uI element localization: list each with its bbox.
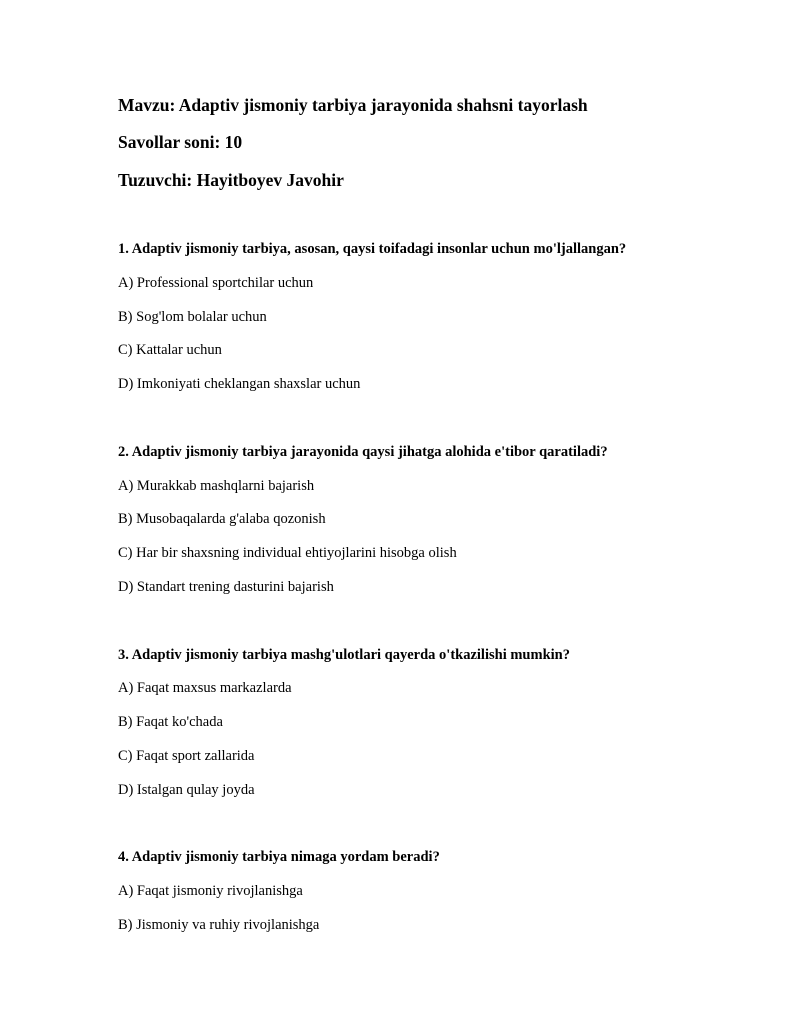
question-4-option-b: B) Jismoniy va ruhiy rivojlanishga: [118, 917, 320, 933]
question-3-option-a: A) Faqat maxsus markazlarda: [118, 680, 292, 696]
question-1-option-a: A) Professional sportchilar uchun: [118, 275, 314, 291]
question-4-text: 4. Adaptiv jismoniy tarbiya nimaga yordam beradi?: [118, 849, 440, 865]
question-count-heading: Savollar soni: 10: [118, 132, 243, 152]
question-2-option-c: C) Har bir shaxsning individual ehtiyojlarini hisobga olish: [118, 545, 457, 561]
question-3-option-b: B) Faqat ko'chada: [118, 714, 223, 730]
question-3-option-c: C) Faqat sport zallarida: [118, 748, 255, 764]
author-heading: Tuzuvchi: Hayitboyev Javohir: [118, 170, 344, 190]
question-2-option-b: B) Musobaqalarda g'alaba qozonish: [118, 511, 326, 527]
question-1-text: 1. Adaptiv jismoniy tarbiya, asosan, qaysi toifadagi insonlar uchun mo'ljallangan?: [118, 241, 627, 257]
question-4-option-a: A) Faqat jismoniy rivojlanishga: [118, 883, 303, 899]
question-2-text: 2. Adaptiv jismoniy tarbiya jarayonida qaysi jihatga alohida e'tibor qaratiladi?: [118, 444, 608, 460]
question-1-option-b: B) Sog'lom bolalar uchun: [118, 309, 267, 325]
question-3-option-d: D) Istalgan qulay joyda: [118, 782, 255, 798]
topic-heading: Mavzu: Adaptiv jismoniy tarbiya jarayonida shahsni tayorlash: [118, 95, 588, 115]
question-2-option-d: D) Standart trening dasturini bajarish: [118, 579, 334, 595]
question-2-option-a: A) Murakkab mashqlarni bajarish: [118, 478, 315, 494]
question-1-option-c: C) Kattalar uchun: [118, 342, 222, 358]
question-3-text: 3. Adaptiv jismoniy tarbiya mashg'ulotlari qayerda o'tkazilishi mumkin?: [118, 647, 570, 663]
question-1-option-d: D) Imkoniyati cheklangan shaxslar uchun: [118, 376, 361, 392]
